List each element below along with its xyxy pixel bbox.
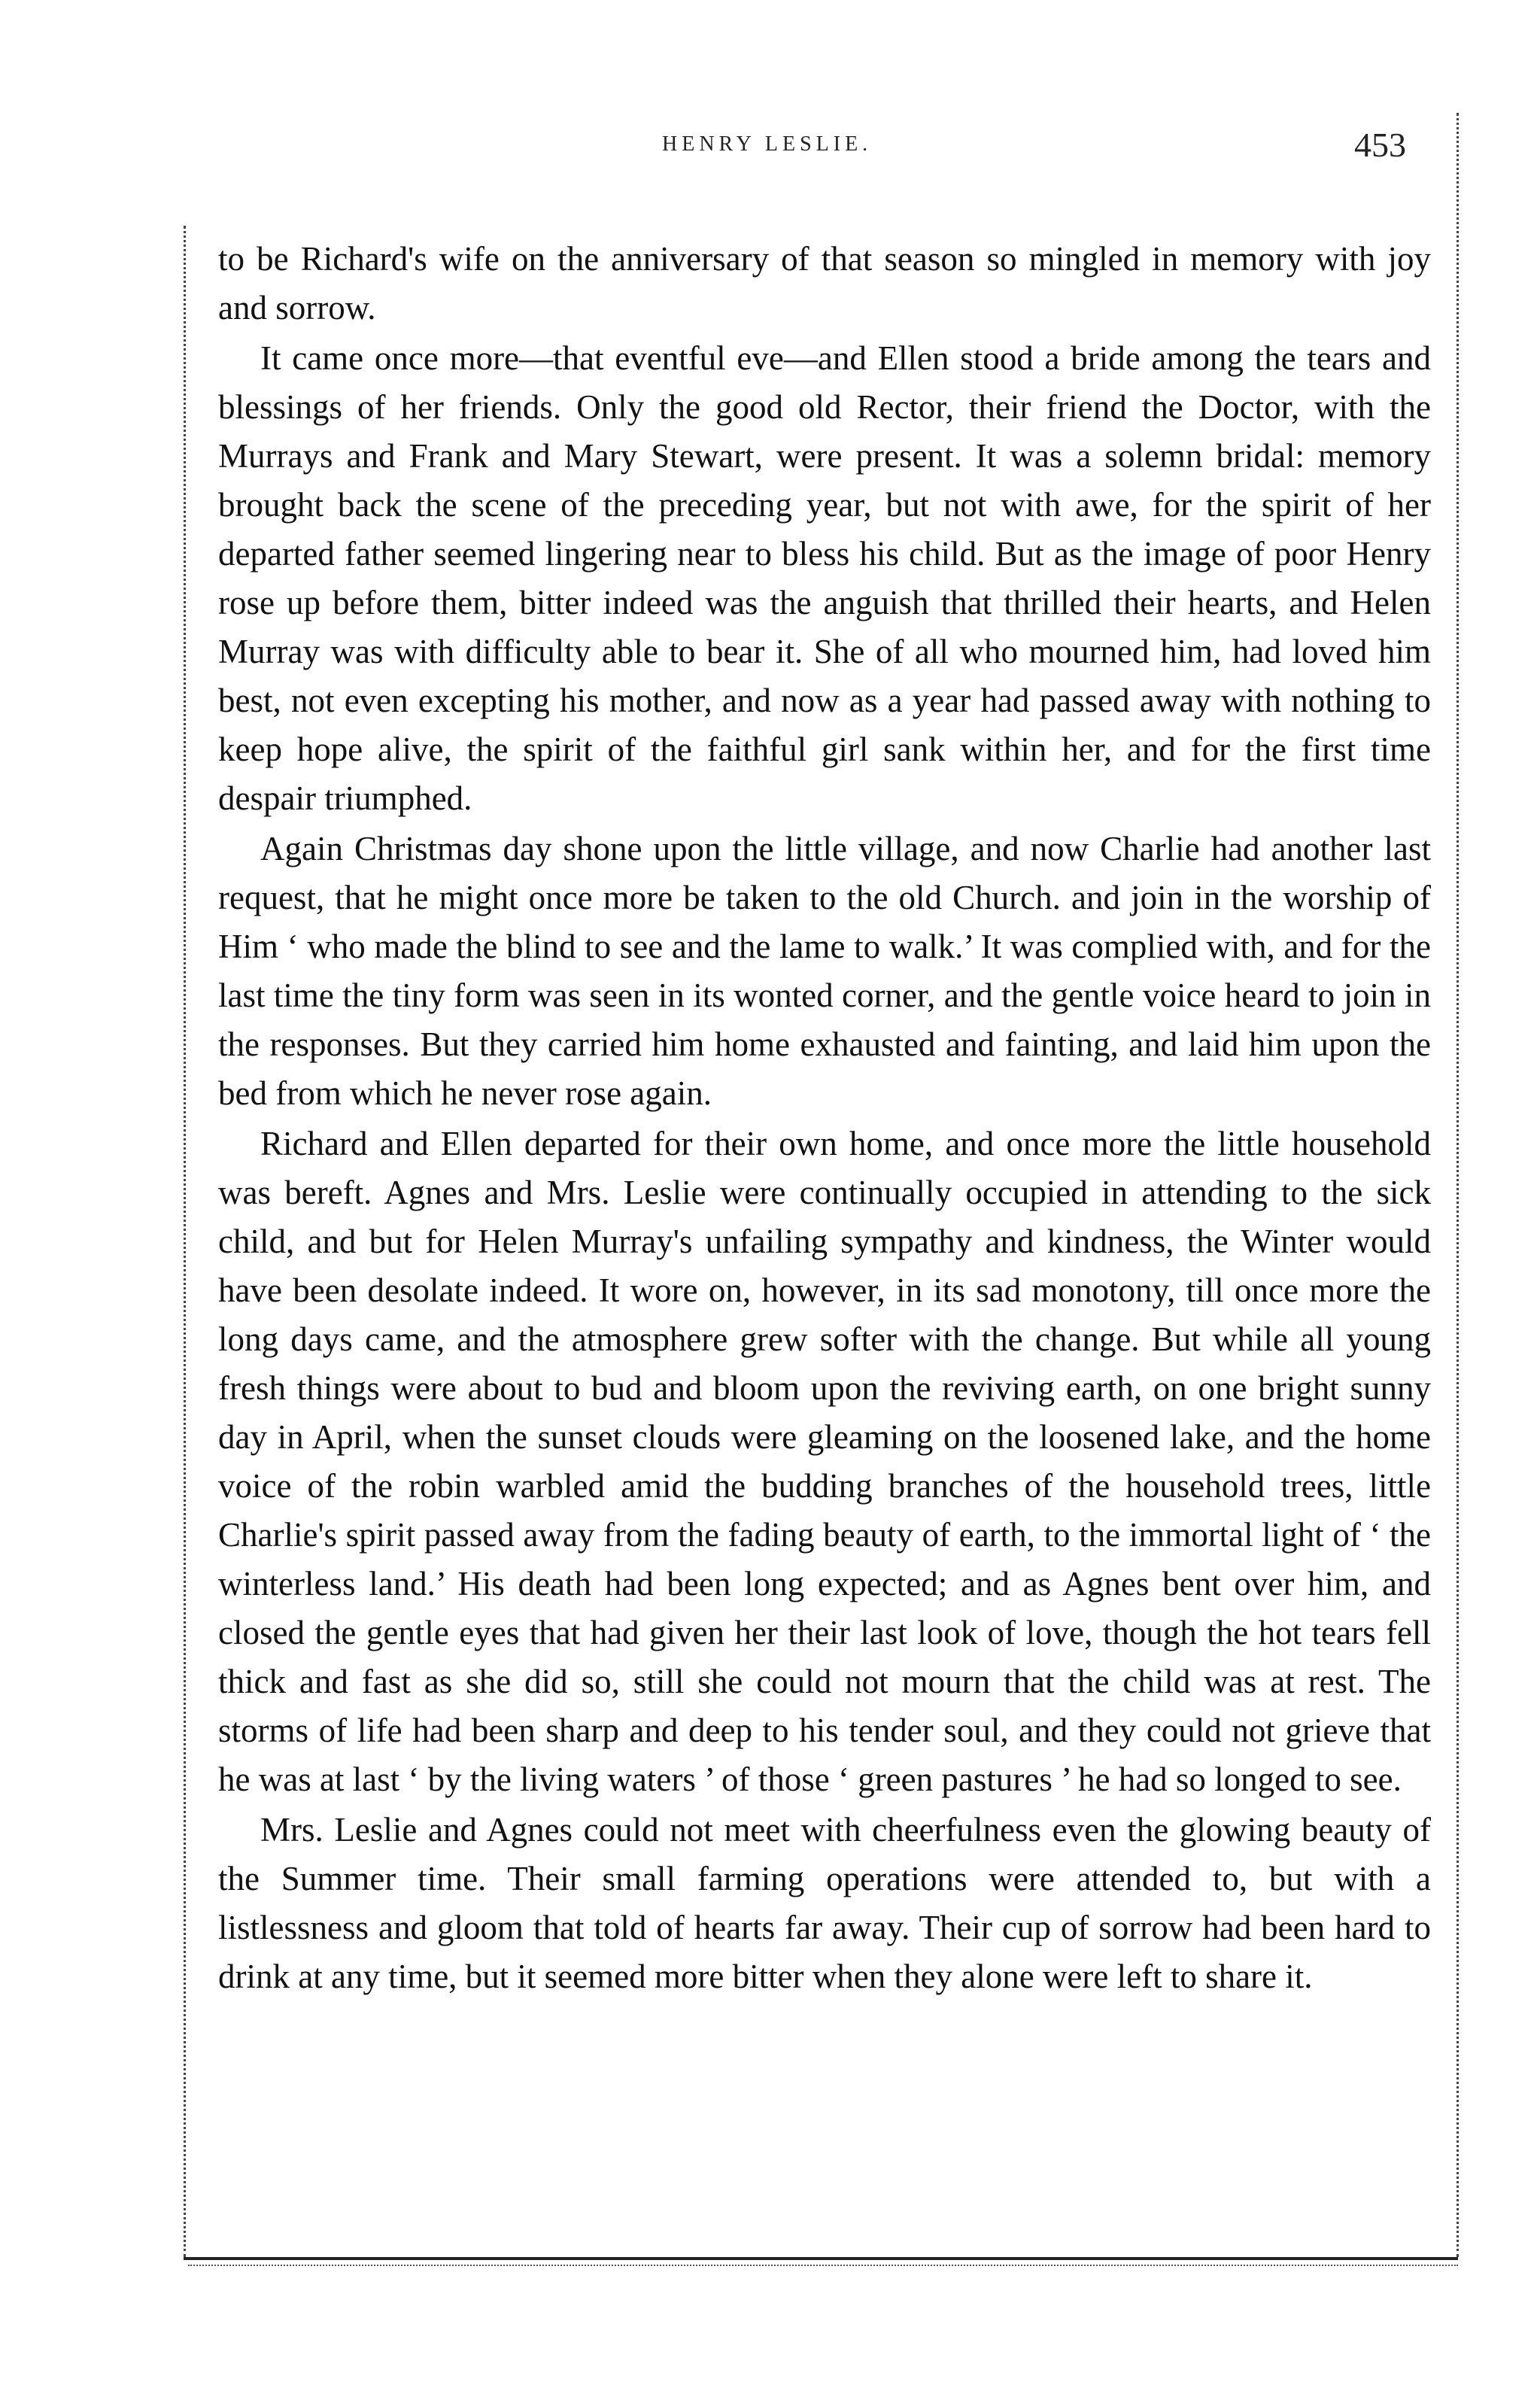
body-text bbox=[218, 235, 1431, 2003]
paragraph-wedding: It came once more—that eventful eve—and Ellen stood a bride among the tears and blessings of her friends. Only the good old Rector, their friend the Doctor, with the Murrays and Frank and Mary Stewart, were present. It was a solemn bridal: memory brought back the scene of the preceding year, but not with awe, for the spirit of her departed father seemed lingering near to bless his child. But as the image of poor Henry rose up before them, bitter indeed was the anguish that thrilled their hearts, and Helen Murray was with difficulty able to bear it. She of all who mourned him, had loved him best, not even excepting his mother, and now as a year had passed away with nothing to keep hope alive, the spirit of the faithful girl sank within her, and for the first time despair triumphed. bbox=[218, 339, 1431, 817]
bottom-dotted-rule bbox=[188, 2265, 1458, 2266]
paragraph-charlie-death: Richard and Ellen departed for their own home, and once more the little household was bereft. Agnes and Mrs. Leslie were continually occupied in attending to the sick child, and but for Helen Murray's unfailing sympathy and kindness, the Winter would have been desolate indeed. It wore on, however, in its sad monotony, till once more the long days came, and the atmosphere grew softer with the change. But while all young fresh things were about to bud and bloom upon the reviving earth, on one bright sunny day in April, when the sunset clouds were gleaming on the loosened lake, and the home voice of the robin warbled amid the budding branches of the household trees, little Charlie's spirit passed away from the fading beauty of earth, to the immortal light of ‘ the winterless land.’ His death had been long expected; and as Agnes bent over him, and closed the gentle eyes that had given her their last look of love, though the hot tears fell thick and fast as she did so, still she could not mourn that the child was at rest. The storms of life had been sharp and deep to his tender soul, and they could not grieve that he was at last ‘ by the living waters ’ of those ‘ green pastures ’ he had so longed to see. bbox=[218, 1125, 1431, 1798]
paragraph-summer: Mrs. Leslie and Agnes could not meet with cheerfulness even the glowing beauty of the Summer time. Their small farming operations were attended to, but with a listlessness and gloom that told of hearts far away. Their cup of sorrow had been hard to drink at any time, but it seemed more bitter when they alone were left to share it. bbox=[218, 1811, 1431, 1995]
running-head: HENRY LESLIE. bbox=[662, 132, 873, 156]
page-number: 453 bbox=[1354, 126, 1406, 164]
page-header bbox=[0, 125, 1540, 170]
bottom-border-rule bbox=[184, 2257, 1458, 2260]
paragraph-christmas: Again Christmas day shone upon the little village, and now Charlie had another last request, that he might once more be taken to the old Church. and join in the worship of Him ‘ who made the blind to see and the lame to walk.’ It was complied with, and for the last time the tiny form was seen in its wonted corner, and the gentle voice heard to join in the responses. But they carried him home exhausted and fainting, and laid him upon the bed from which he never rose again. bbox=[218, 830, 1431, 1112]
right-border-rule bbox=[1456, 113, 1459, 2257]
paragraph-continued: to be Richard's wife on the anniversary of that season so mingled in memory with joy and sorrow. bbox=[218, 240, 1431, 327]
left-border-rule bbox=[184, 226, 186, 2257]
